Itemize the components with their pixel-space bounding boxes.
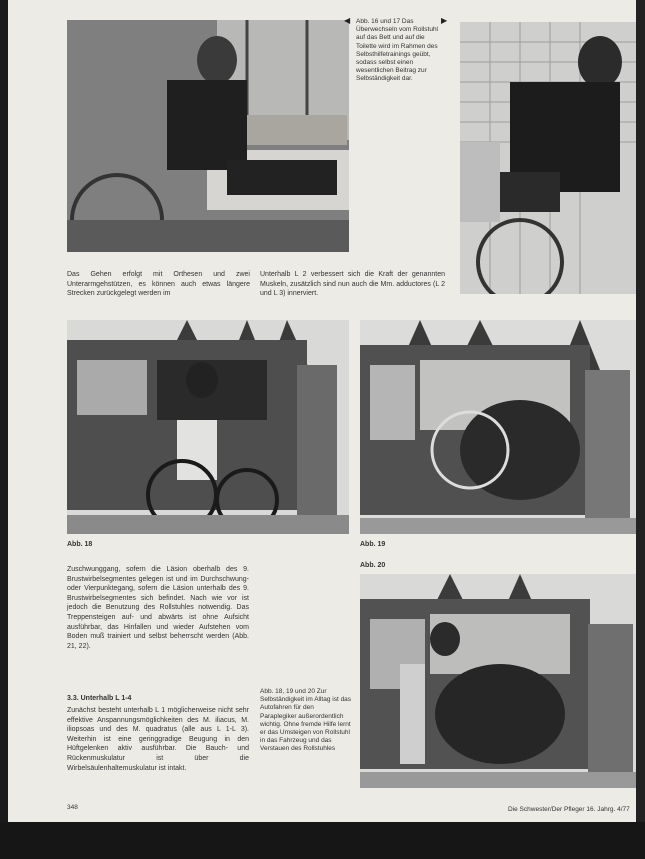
- caption-fig18: Abb. 18: [67, 541, 93, 548]
- photo-car-entry: [67, 320, 349, 534]
- page-edge-shadow: [636, 0, 645, 859]
- arrow-left-icon: ◀: [344, 16, 351, 25]
- caption-fig19: Abb. 19: [360, 541, 386, 548]
- caption-fig18-20: Abb. 18, 19 und 20 Zur Selbständigkeit im Alltag ist das Autofahren für den Paraplegiker außerordentlich wichtig. Ohne fremde Hilfe lernt er das Umsteigen von Rollstuhl in das Fahrzeug und das Verstauen des Rollstuhles: [260, 688, 352, 753]
- journal-footer: Die Schwester/Der Pfleger 16. Jahrg. 4/77: [508, 806, 630, 813]
- caption-fig20: Abb. 20: [360, 562, 386, 569]
- body-col1-low: Zunächst besteht unterhalb L 1 möglicherweise nicht sehr effektive Anspannungsmöglichkeiten des M. iliacus, M. iliopsoas und des M. quadratus (alle aus L 1-L 3). Weiterhin ist eine geringgradige Beugung in den Hüftgelenken aktiv ausführbar. Die Bauch- und Rückenmuskulatur ist über die Wirbelsäulenhaltemuskulatur ist intakt.: [67, 707, 249, 772]
- photo-car-wheelchair-stowed: [360, 574, 636, 788]
- arrow-right-icon: ▶: [441, 16, 448, 25]
- photo-toilet-transfer: [460, 22, 636, 294]
- section-heading: 3.3. Unterhalb L 1-4: [67, 695, 132, 702]
- body-col1-top: Das Gehen erfolgt mit Orthesen und zwei Unterarmgehstützen, es können auch etwas längere Strecken zurückgelegt werden im: [67, 271, 250, 298]
- body-col1-mid: Zuschwunggang, sofern die Läsion oberhalb des 9. Brustwirbelsegmentes gelegen ist und im Durchschwung- oder Vierpunktegang, sofern die Läsion unterhalb des 9. Brustwirbelsegmentes sich befindet. Nach wie vor ist jedoch die Benutzung des Rollstuhles notwendig. Das Treppensteigen auf- und abwärts ist ohne Aufsicht ausführbar, das Hinfallen und wieder Aufstehen vom Boden muß trainiert und selbst beherrscht werden (Abb. 21, 22).: [67, 566, 249, 650]
- bottom-scan-border: [0, 822, 645, 859]
- body-col2-top: Unterhalb L 2 verbessert sich die Kraft der genannten Muskeln, zusätzlich sind nun auch die Mm. adductores (L 2 und L 3) innerviert.: [260, 271, 445, 298]
- magazine-page: [8, 0, 636, 822]
- caption-fig16-17: Abb. 16 und 17 Das Überwechseln vom Rollstuhl auf das Bett und auf die Toilette wird im Rahmen des Selbsthilfetrainings geübt, sodass selbst einen wesentlichen Beitrag zur Selbständigkeit dar.: [356, 18, 439, 83]
- photo-bed-transfer: [67, 20, 349, 252]
- page-number: 348: [67, 804, 78, 811]
- photo-car-wheelchair-loading: [360, 320, 636, 534]
